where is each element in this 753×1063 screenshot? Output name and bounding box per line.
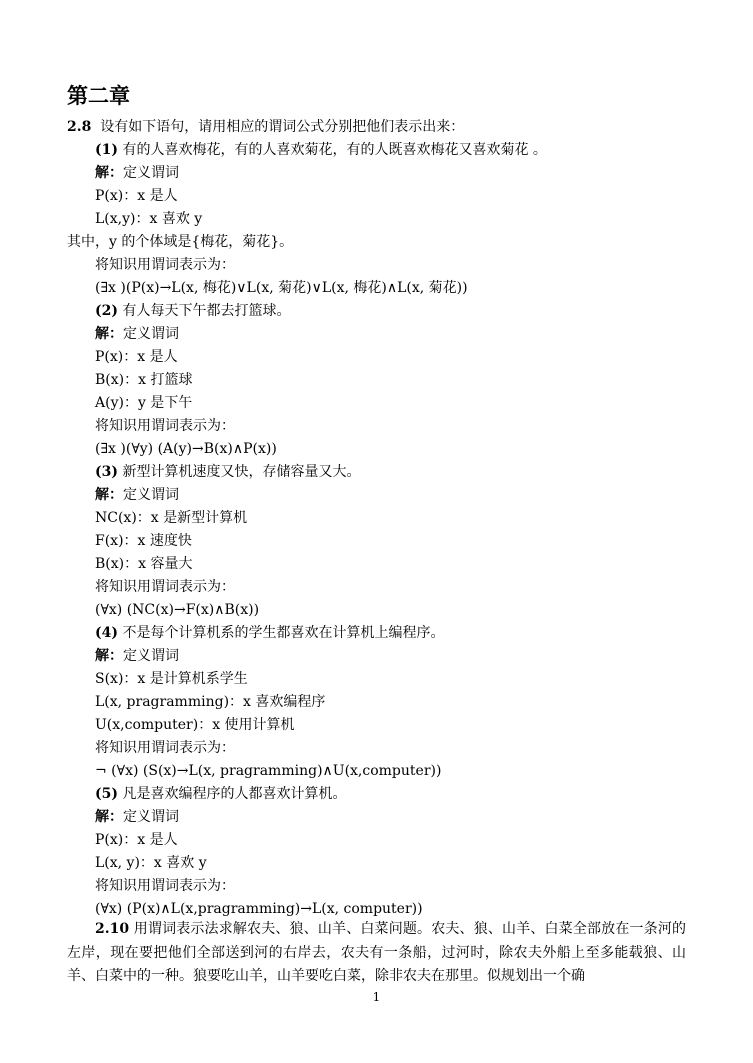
q3-def: B(x)：x 容量大 <box>95 556 193 572</box>
q2-def: B(x)：x 打篮球 <box>95 372 193 388</box>
q2-repr-label: 将知识用谓词表示为： <box>95 418 235 434</box>
solution-label: 解： <box>95 487 123 503</box>
solution-label: 解： <box>95 809 123 825</box>
define-text: 定义谓词 <box>123 809 179 825</box>
q1-statement <box>95 140 547 160</box>
question-text: 不是每个计算机系的学生都喜欢在计算机上编程序。 <box>122 625 445 641</box>
question-text: 凡是喜欢编程序的人都喜欢计算机。 <box>122 786 347 802</box>
q3-def: F(x)：x 速度快 <box>95 533 192 549</box>
solution-label: 解： <box>95 326 123 342</box>
problem-text: 用谓词表示法求解农夫、狼、山羊、白菜问题。农夫、狼、山羊、白菜全部放在一条河的左岸，现在要把他们全部送到河的右岸去，农夫有一条船，过河时，除农夫外船上至多能载狼、山羊、白菜中的一种。狼要吃山羊，山羊要吃白菜，除非农夫在那里。似规划出一个确 <box>67 921 687 984</box>
chapter-title: 第二章 <box>67 84 130 108</box>
q4-def: S(x)：x 是计算机系学生 <box>95 671 248 687</box>
q4-def: U(x,computer)：x 使用计算机 <box>95 717 295 733</box>
q5-statement <box>95 784 346 804</box>
q1-domain: 其中，y 的个体域是{梅花，菊花}。 <box>67 234 294 250</box>
q3-formula: (∀x) (NC(x)→F(x)∧B(x)) <box>95 602 260 618</box>
problem-number: 2.8 <box>67 119 92 135</box>
q4-solution-head <box>95 646 179 666</box>
question-number: (4) <box>95 625 118 641</box>
q1-repr-label: 将知识用谓词表示为： <box>95 257 235 273</box>
q3-statement <box>95 462 360 482</box>
q5-repr-label: 将知识用谓词表示为： <box>95 878 235 894</box>
q1-def: L(x,y)：x 喜欢 y <box>95 211 203 227</box>
problem-2-8-intro <box>67 117 464 137</box>
problem-text: 设有如下语句，请用相应的谓词公式分别把他们表示出来： <box>100 119 465 135</box>
q5-formula: (∀x) (P(x)∧L(x,pragramming)→L(x, computer)) <box>95 901 423 917</box>
q1-solution-head <box>95 163 179 183</box>
question-number: (1) <box>95 142 118 158</box>
q3-def: NC(x)：x 是新型计算机 <box>95 510 248 526</box>
q4-formula: ¬ (∀x) (S(x)→L(x, pragramming)∧U(x,computer)) <box>95 763 442 779</box>
question-number: (2) <box>95 303 118 319</box>
question-text: 新型计算机速度又快，存储容量又大。 <box>122 464 361 480</box>
solution-label: 解： <box>95 648 123 664</box>
q4-repr-label: 将知识用谓词表示为： <box>95 740 235 756</box>
question-number: (5) <box>95 786 118 802</box>
q2-solution-head <box>95 324 179 344</box>
problem-2-10 <box>67 918 686 989</box>
q4-statement <box>95 623 444 643</box>
q2-formula: (∃x )(∀y) (A(y)→B(x)∧P(x)) <box>95 441 277 457</box>
q1-formula: (∃x )(P(x)→L(x, 梅花)∨L(x, 菊花)∨L(x, 梅花)∧L(x, 菊花)) <box>95 280 468 296</box>
solution-label: 解： <box>95 165 123 181</box>
define-text: 定义谓词 <box>123 487 179 503</box>
q1-def: P(x)：x 是人 <box>95 188 178 204</box>
q5-def: P(x)：x 是人 <box>95 832 178 848</box>
q3-repr-label: 将知识用谓词表示为： <box>95 579 235 595</box>
question-text: 有人每天下午都去打篮球。 <box>122 303 291 319</box>
q2-def: P(x)：x 是人 <box>95 349 178 365</box>
q2-statement <box>95 301 290 321</box>
question-number: (3) <box>95 464 118 480</box>
q2-def: A(y)：y 是下午 <box>95 395 193 411</box>
question-text: 有的人喜欢梅花，有的人喜欢菊花，有的人既喜欢梅花又喜欢菊花 。 <box>122 142 547 158</box>
page-number: 1 <box>372 990 381 1004</box>
problem-number: 2.10 <box>95 921 130 937</box>
define-text: 定义谓词 <box>123 648 179 664</box>
q3-solution-head <box>95 485 179 505</box>
define-text: 定义谓词 <box>123 326 179 342</box>
q5-solution-head <box>95 807 179 827</box>
define-text: 定义谓词 <box>123 165 179 181</box>
q4-def: L(x, pragramming)：x 喜欢编程序 <box>95 694 326 710</box>
q5-def: L(x, y)：x 喜欢 y <box>95 855 207 871</box>
